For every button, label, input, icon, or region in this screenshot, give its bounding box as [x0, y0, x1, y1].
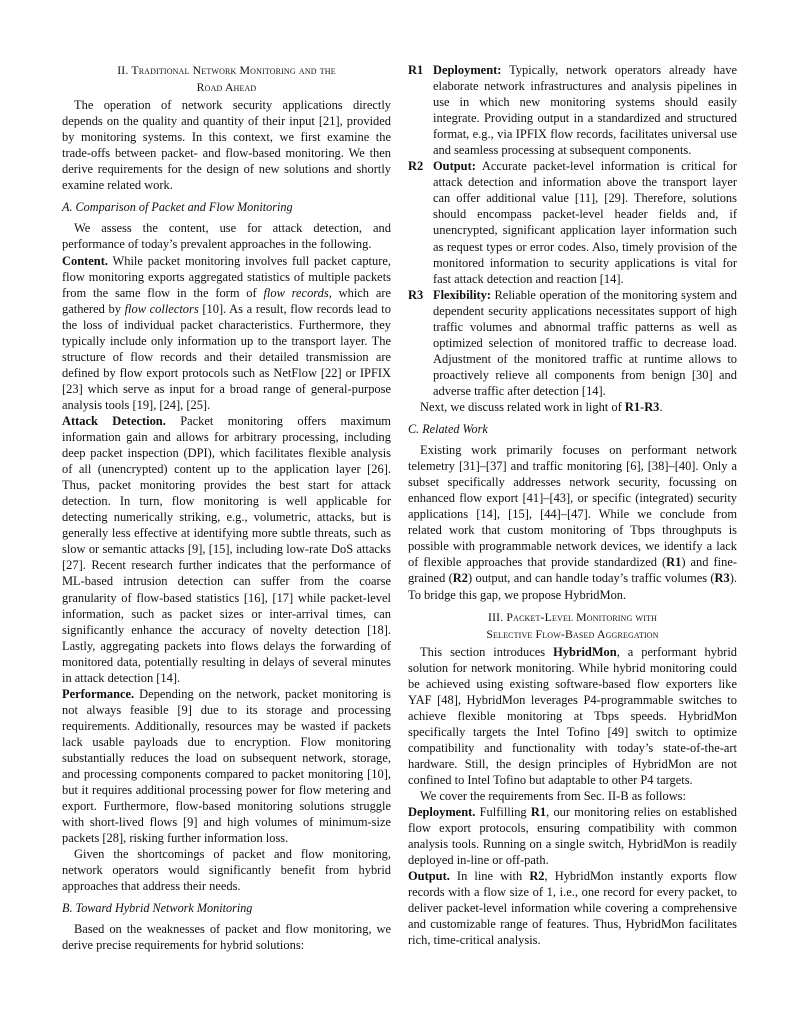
requirement-r1-heading: Deployment:	[433, 63, 502, 77]
next-dash: -	[640, 399, 645, 414]
section-2-title-line-2: Road Ahead	[196, 80, 257, 95]
left-column	[62, 62, 391, 954]
right-column	[408, 62, 737, 949]
requirement-r3-text: Reliable operation of the monitoring system and dependent security applications necessitates support of high traffic volumes and abnormal traffic patterns as well as optimized selection of monitored traffic to decrease load. Adjustment of the monitored traffic at runtime allows to proactively relieve all components from benign [30] and adverse traffic after detection [14].	[433, 287, 737, 398]
requirement-r1-text: Typically, network operators already have elaborate network infrastructures and analysis pipelines in use in which new monitoring systems should easily integrate. Providing output in a standardized and structured format, e.g., via IPFIX flow records, facilitates universal use and seamless processing at subsequent components.	[433, 63, 737, 158]
related-text-4: ). To bridge this gap, we propose HybridMon.	[408, 571, 738, 602]
requirement-r3-heading: Flexibility:	[433, 287, 492, 302]
output-run-in-heading: Output.	[408, 869, 450, 884]
next-paragraph	[408, 399, 737, 415]
deployment-r1-ref: R1	[530, 805, 547, 820]
requirement-r3	[408, 287, 737, 399]
related-r3-ref: R3	[714, 571, 730, 586]
requirement-r2	[408, 158, 737, 286]
cover-requirements-paragraph: We cover the requirements from Sec. II-B as follows:	[420, 789, 686, 804]
content-text-3: [10]. As a result, flow records lead to the loss of individual packet characteristics. Furthermore, they typically include only information up to the transport layer. The structure of flow records and their detailed transmission are defined by flow export protocols such as NetFlow [22] or IPFIX [23] which serve as input for a broad range of general-purpose analysis tools [19], [24], [25].	[62, 301, 391, 412]
content-text-1: While packet monitoring involves full packet capture, flow monitoring exports aggregated statistics of multiple packets from the same flow in the form of	[62, 253, 391, 300]
content-paragraph	[62, 253, 391, 413]
section-3-title	[408, 609, 737, 643]
section-3-title-line-2: Selective Flow-Based Aggregation	[486, 626, 659, 641]
attack-detection-run-in-heading: Attack Detection.	[62, 413, 166, 428]
next-text-1: Next, we discuss related work in light of	[420, 399, 625, 414]
performance-run-in-heading: Performance.	[62, 686, 135, 701]
related-work-paragraph	[408, 442, 737, 602]
performance-text: Depending on the network, packet monitoring is not always feasible [9] due to its storage and processing requirements. Additionally, resources may be wasted if packets lack usable payloads due to encryption. Flow monitoring substantially reduces the load on subsequent network, storage, and processing components compared to packet monitoring [10], but it requires additional processing power for flow metering and export. Furthermore, flow-based monitoring solutions struggle with short-lived flows [9] and high volumes of minimum-size packets [28], risking further information loss.	[62, 686, 391, 846]
output-text-1: In line with	[449, 869, 530, 884]
output-text-2: , HybridMon instantly exports flow records with a flow size of 1, i.e., one record for every packet, to deliver packet-level information while covering a comprehensive and customizable range of features. Thus, HybridMon facilitates rich, time-critical analysis.	[408, 869, 737, 948]
section-3-intro-paragraph	[408, 644, 737, 788]
subsection-b-title: B. Toward Hybrid Network Monitoring	[62, 901, 253, 916]
attack-detection-paragraph	[62, 413, 391, 686]
shortcomings-paragraph: Given the shortcomings of packet and flow monitoring, network operators would significantly benefit from hybrid approaches that address their needs.	[62, 847, 391, 894]
subsection-a-title: A. Comparison of Packet and Flow Monitoring	[62, 200, 293, 215]
subsection-c-title: C. Related Work	[408, 422, 488, 437]
flow-collectors-term: flow collectors	[124, 301, 199, 316]
section-2-title-line-1: II. Traditional Network Monitoring and the	[117, 63, 336, 77]
section-2-intro-paragraph: The operation of network security applications directly depends on the quality and quantity of their input [21], provided by monitoring systems. In this context, we first examine the trade-offs between packet- and flow-based monitoring. We then derive requirements for the design of new solutions and shortly examine related work.	[62, 98, 391, 193]
related-text-3: ) output, and can handle today’s traffic volumes (	[468, 571, 715, 586]
related-r1-ref: R1	[666, 555, 682, 570]
section-3-text-1: This section introduces	[420, 644, 554, 659]
requirement-r3-label: R3	[408, 287, 424, 302]
next-r1-ref: R1	[624, 399, 641, 414]
subsection-b-intro-paragraph: Based on the weaknesses of packet and flow monitoring, we derive precise requirements for hybrid solutions:	[62, 922, 391, 953]
deployment-text-2: , our monitoring relies on established flow export protocols, ensuring compatibility with common analysis tools. Running on a single switch, HybridMon is readily deployed in-line or off-path.	[408, 805, 737, 868]
output-paragraph	[408, 868, 737, 948]
output-r2-ref: R2	[529, 869, 545, 884]
requirement-r1-label: R1	[408, 63, 424, 77]
content-text-2: , which are gathered by	[62, 285, 391, 316]
requirement-r2-label: R2	[408, 159, 424, 174]
deployment-paragraph	[408, 804, 737, 868]
next-text-2: .	[659, 399, 663, 414]
subsection-a-intro-paragraph: We assess the content, use for attack detection, and performance of today’s prevalent approaches in the following.	[62, 221, 391, 252]
flow-records-term: flow records	[263, 285, 329, 300]
attack-detection-text: Packet monitoring offers maximum information gain and allows for arbitrary processing, including deep packet inspection (DPI), which facilitates flexible analysis of all (unencrypted) content up to the application layer [26]. Thus, packet monitoring provides the best start for attack detection. In turn, flow monitoring is well applicable for detecting numerically striking, e.g., volumetric, attacks, but is generally less effective at identifying more subtle threats, such as slow or semantic attacks [9], [15], including low-rate DoS attacks [27]. Recent research further indicates that the performance of ML-based intrusion detection can suffer from the coarse granularity of flow-based statistics [16], [17] while packet-level information, such as packet sizes or inter-arrival times, can significantly enhance the accuracy of novelty detection [18]. Lastly, aggregating packets into flows delays the forwarding of monitored data, potentially resulting in delays of several minutes in attack detection [14].	[62, 413, 391, 685]
deployment-run-in-heading: Deployment.	[408, 805, 476, 820]
related-text-1: Existing work primarily focuses on performant network telemetry [31]–[37] and traffic monitoring [6], [38]–[40]. Only a subset specifically addresses network security, focussing on enhanced flow export [41]–[43], or specific (integrated) security applications [14], [15], [44]–[47]. While we conclude from related work that custom monitoring of Tbps throughputs is possible with programmable network devices, we identify a lack of flexible approaches that provide standardized (	[408, 443, 737, 570]
next-r3-ref: R3	[644, 399, 660, 414]
performance-paragraph	[62, 686, 391, 846]
content-run-in-heading: Content.	[62, 253, 108, 268]
deployment-text-1: Fulfilling	[475, 805, 531, 820]
requirement-r2-heading: Output:	[433, 159, 476, 174]
section-3-title-line-1: III. Packet-Level Monitoring with	[488, 609, 657, 624]
related-r2-ref: R2	[452, 571, 468, 586]
requirement-r1	[408, 62, 737, 158]
hybridmon-name: HybridMon	[553, 644, 617, 659]
related-text-2: ) and fine-grained (	[408, 555, 738, 586]
section-3-text-2: , a performant hybrid solution for network monitoring. While hybrid monitoring could be achieved using existing software-based flow exporters like YAF [48], HybridMon leverages P4-programmable switches to achieve flexible monitoring at Tbps speeds. HybridMon specifically targets the Intel Tofino [49] switch to optimize compatibility and functionality with today’s state-of-the-art hardware. Still, the design principles of HybridMon are not confined to Intel Tofino but adaptable to other P4 targets.	[408, 644, 738, 788]
requirement-r2-text: Accurate packet-level information is critical for attack detection and information above the transport layer can offer additional value [11], [29]. Therefore, solutions should encompass packet-level header fields and, if unencrypted, significant application layer information such as request types or error codes. Also, timely provision of the monitored information to security applications is vital for fast attack detection and reaction [14].	[433, 159, 737, 286]
section-2-title	[62, 62, 391, 96]
